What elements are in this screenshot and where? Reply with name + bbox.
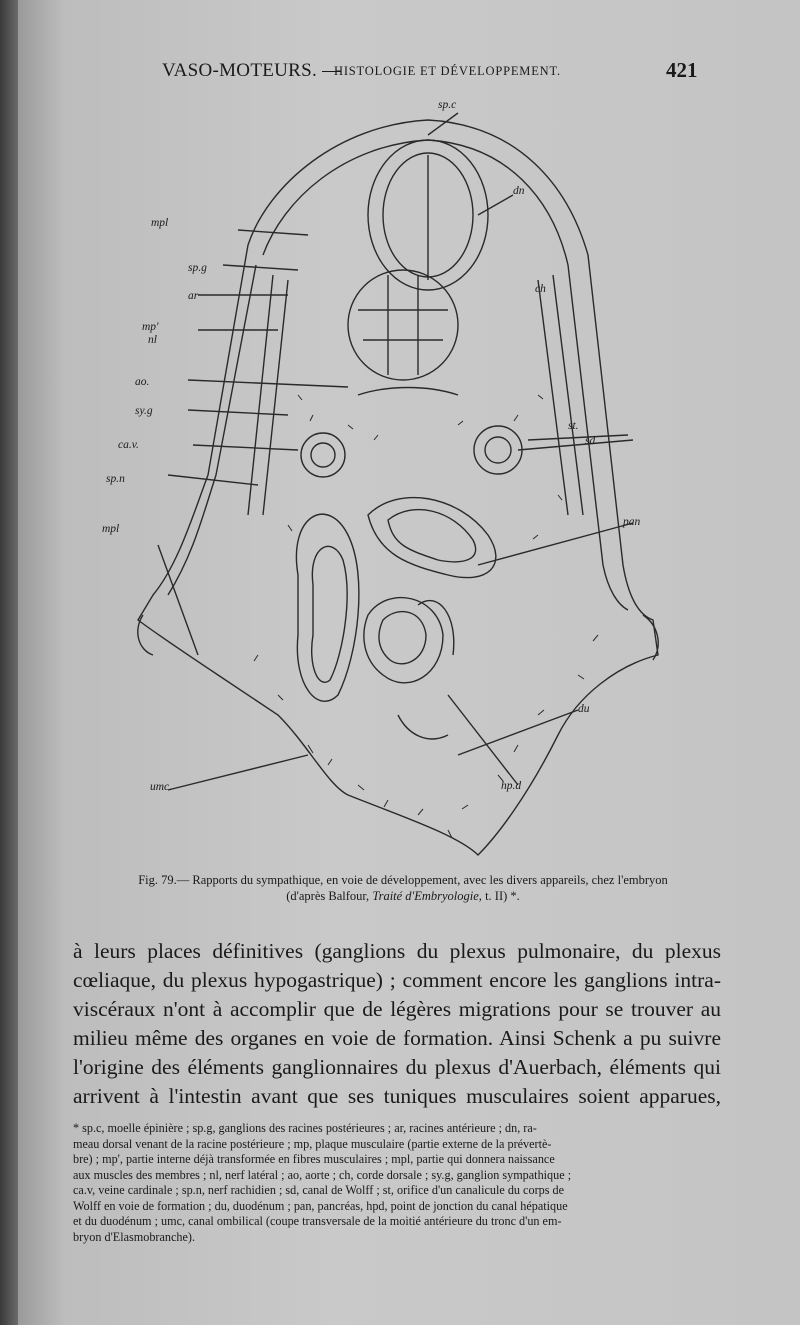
label-ch: ch: [535, 283, 546, 295]
figure-79-illustration: [98, 95, 698, 865]
caption-line-2: [78, 888, 728, 904]
page-gutter-shadow: [0, 0, 18, 1325]
label-sd: sd: [585, 435, 596, 447]
footnote-line: * sp.c, moelle épinière ; sp.g, ganglions des racines postérieures ; ar, racines antérieure ; dn, ra-: [73, 1121, 537, 1135]
label-mp-prime: mp': [142, 321, 159, 333]
figure-caption: [78, 872, 728, 904]
label-spg: sp.g: [188, 262, 207, 274]
footnote-line: ca.v, veine cardinale ; sp.n, nerf rachidien ; sd, canal de Wolff ; st, orifice d'un canalicule du corps de: [73, 1183, 565, 1197]
footnote-line: aux muscles des membres ; nl, nerf latéral ; ao, aorte ; ch, corde dorsale ; sy.g, ganglion sympathique ;: [73, 1167, 572, 1182]
label-umc: umc.: [150, 781, 173, 793]
label-syg: sy.g: [135, 405, 153, 417]
paragraph-line: milieu même des organes en voie de formation. Ainsi Schenk a pu suivre: [73, 1026, 721, 1050]
label-hpd: hp.d: [501, 780, 522, 792]
label-st: st.: [568, 420, 579, 432]
running-subtitle: HISTOLOGIE ET DÉVELOPPEMENT.: [334, 64, 561, 78]
label-cav: ca.v.: [118, 439, 139, 451]
running-title: VASO-MOTEURS. —: [162, 60, 342, 81]
caption-volume: t. II) *.: [481, 889, 520, 903]
label-spc: sp.c: [438, 99, 457, 111]
footnote-line: bryon d'Elasmobranche).: [73, 1229, 195, 1244]
paragraph-line: à leurs places définitives (ganglions du plexus pulmonaire, du plexus: [73, 939, 721, 963]
footnote-line: meau dorsal venant de la racine postérieure ; mp, plaque musculaire (partie externe de la prévertè-: [73, 1136, 552, 1151]
paragraph-line: viscéraux n'ont à accomplir que de légères migrations pour se trouver au: [73, 997, 721, 1021]
label-ao: ao.: [135, 376, 150, 388]
label-ar: ar: [188, 290, 199, 302]
label-mpl-2: mpl: [102, 523, 120, 535]
running-header: [146, 58, 726, 88]
label-dn: dn: [513, 185, 525, 197]
show-through-text: [78, 100, 83, 125]
embryo-section-drawing: [98, 95, 698, 865]
label-pan: pan: [623, 516, 641, 528]
label-spn: sp.n: [106, 473, 125, 485]
label-nl: nl: [148, 334, 157, 346]
main-paragraph: [73, 937, 721, 1111]
label-du: du: [578, 703, 590, 715]
book-page: [18, 0, 800, 1325]
paragraph-line: l'origine des éléments ganglionnaires du plexus d'Auerbach, éléments qui: [73, 1055, 721, 1079]
paragraph-line: cœliaque, du plexus hypogastrique) ; comment encore les ganglions intra-: [73, 968, 721, 992]
footnote-line: Wolff en voie de formation ; du, duodénum ; pan, pancréas, hpd, point de jonction du canal hépatique: [73, 1198, 568, 1213]
caption-work-title: Traité d'Embryologie,: [372, 889, 482, 903]
figure-legend-footnote: [73, 1121, 723, 1245]
paragraph-line: arrivent à l'intestin avant que ses tuniques musculaires soient apparues,: [73, 1084, 721, 1108]
page-number: 421: [666, 58, 698, 82]
caption-source: (d'après Balfour,: [286, 889, 373, 903]
footnote-line: et du duodénum ; umc, canal ombilical (coupe transversale de la moitié antérieure du tronc d'un em-: [73, 1214, 562, 1228]
label-mpl: mpl: [151, 217, 169, 229]
caption-line-1: Fig. 79.— Rapports du sympathique, en voie de développement, avec les divers appareils, chez l'embryon: [138, 873, 668, 887]
footnote-line: bre) ; mp', partie interne déjà transformée en fibres musculaires ; mpl, partie qui donnera naissance: [73, 1152, 555, 1166]
